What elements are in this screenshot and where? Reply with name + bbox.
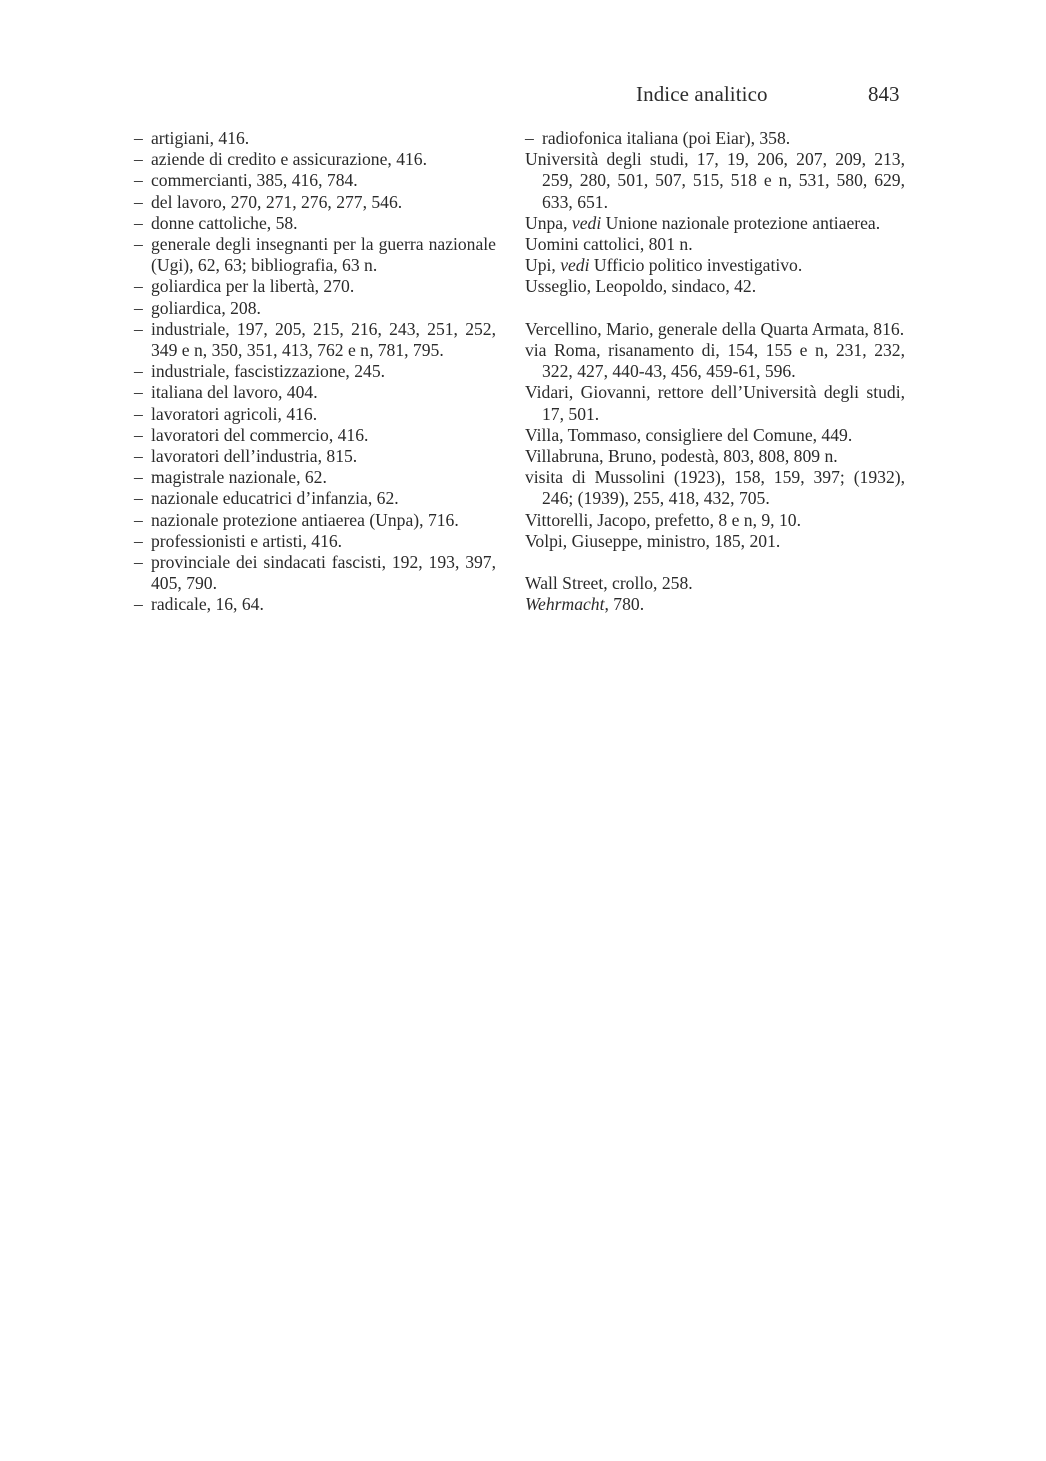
entry-text: italiana del lavoro, 404. [151,382,318,403]
index-subentry [134,149,496,170]
entry-dash: – [134,424,143,445]
entry-dash: – [134,509,143,530]
section-gap [525,298,905,319]
entry-text: generale degli insegnanti per la guerra nazionale (Ugi), 62, 63; bibliografia, 63 n. [151,234,496,276]
index-column-right [525,128,905,616]
index-subentry [525,128,905,149]
entry-text: provinciale dei sindacati fascisti, 192, 193, 397, 405, 790. [151,552,496,594]
entry-text: Vittorelli, Jacopo, prefetto, 8 e n, 9, 10. [525,509,801,530]
entry-dash: – [134,530,143,551]
index-entry [525,467,905,509]
index-subentry [134,467,496,488]
index-subentry [134,425,496,446]
index-subentry [134,594,496,615]
index-entry [525,149,905,213]
entry-dash: – [134,594,143,615]
entry-dash: – [134,297,143,318]
entry-text: Uomini cattolici, 801 n. [525,234,693,255]
entry-text: visita di Mussolini (1923), 158, 159, 397; (1932), 246; (1939), 255, 418, 432, 705. [525,467,905,509]
entry-text: industriale, fascistizzazione, 245. [151,361,386,382]
index-subentry [134,404,496,425]
entry-text: Usseglio, Leopoldo, sindaco, 42. [525,276,757,297]
index-subentry [134,276,496,297]
entry-text: nazionale educatrici d’infanzia, 62. [151,488,399,509]
entry-dash: – [134,382,143,403]
entry-text: aziende di credito e assicurazione, 416. [151,149,428,170]
entry-text: Vidari, Giovanni, rettore dell’Università degli studi, 17, 501. [525,382,905,424]
entry-dash: – [134,488,143,509]
entry-dash: – [134,191,143,212]
entry-dash: – [134,446,143,467]
index-entry [525,340,905,382]
entry-dash: – [134,128,143,148]
entry-dash: – [134,170,143,191]
entry-dash: – [525,128,534,148]
entry-text: Volpi, Giuseppe, ministro, 185, 201. [525,530,781,551]
entry-text: Università degli studi, 17, 19, 206, 207, 209, 213, 259, 280, 501, 507, 515, 518 e n, 531, 580, 629, 633, 651. [525,149,905,212]
entry-text: radiofonica italiana (poi Eiar), 358. [542,128,791,148]
index-subentry [134,213,496,234]
index-subentry [134,531,496,552]
section-gap [525,552,905,573]
entry-text: radicale, 16, 64. [151,594,264,615]
index-subentry [134,128,496,149]
entry-dash: – [134,234,143,255]
entry-text: del lavoro, 270, 271, 276, 277, 546. [151,191,403,212]
entry-text: professionisti e artisti, 416. [151,530,343,551]
index-subentry [134,170,496,191]
page-header [0,82,1046,112]
entry-text: industriale, 197, 205, 215, 216, 243, 251, 252, 349 e n, 350, 351, 413, 762 e n, 781, 795. [151,318,496,361]
index-subentry [134,446,496,467]
entry-text: commercianti, 385, 416, 784. [151,170,358,191]
entry-text: via Roma, risanamento di, 154, 155 e n, 231, 232, 322, 427, 440-43, 456, 459-61, 596. [525,340,905,382]
index-subentry [134,382,496,403]
index-subentry [134,361,496,382]
entry-text: Vercellino, Mario, generale della Quarta Armata, 816. [525,318,905,339]
index-entry [525,446,905,467]
entry-dash: – [134,361,143,382]
index-subentry [134,192,496,213]
entry-dash: – [134,276,143,297]
entry-text: Wall Street, crollo, 258. [525,573,693,594]
entry-dash: – [134,149,143,170]
entry-text: Unione nazionale protezione antiaerea. [601,212,881,233]
page-number: 843 [868,82,900,106]
entry-text: Unpa, [525,212,572,233]
index-entry [525,234,905,255]
entry-dash: – [134,212,143,233]
index-entry [525,255,905,276]
entry-text: Villabruna, Bruno, podestà, 803, 808, 809 n. [525,446,838,467]
entry-text: lavoratori del commercio, 416. [151,424,369,445]
entry-text: Upi, [525,255,561,276]
index-subentry [134,488,496,509]
index-column-left [134,128,496,616]
index-subentry [134,510,496,531]
index-entry [525,382,905,424]
entry-text: goliardica, 208. [151,297,261,318]
entry-text: Ufficio politico investigativo. [589,255,803,276]
entry-dash: – [134,403,143,424]
index-entry [525,276,905,297]
index-subentry [134,298,496,319]
index-entry [525,594,905,615]
entry-text: , 780. [604,594,645,615]
entry-italic-text: vedi [571,212,602,233]
entry-text: magistrale nazionale, 62. [151,467,327,488]
running-title: Indice analitico [636,82,768,106]
entry-text: lavoratori dell’industria, 815. [151,446,358,467]
index-subentry [134,234,496,276]
entry-text: Villa, Tommaso, consigliere del Comune, 449. [525,424,853,445]
entry-italic-text: vedi [560,255,590,276]
index-entry [525,531,905,552]
entry-text: donne cattoliche, 58. [151,212,298,233]
entry-text: nazionale protezione antiaerea (Unpa), 716. [151,509,459,530]
index-entry [525,319,905,340]
index-subentry [134,552,496,594]
index-entry [525,213,905,234]
entry-text: lavoratori agricoli, 416. [151,403,318,424]
index-subentry [134,319,496,361]
entry-italic-text: Wehrmacht [525,594,605,615]
index-entry [525,425,905,446]
index-entry [525,573,905,594]
entry-text: artigiani, 416. [151,128,250,148]
index-entry [525,510,905,531]
entry-text: goliardica per la libertà, 270. [151,276,355,297]
entry-dash: – [134,467,143,488]
entry-dash: – [134,318,143,339]
entry-dash: – [134,552,143,573]
